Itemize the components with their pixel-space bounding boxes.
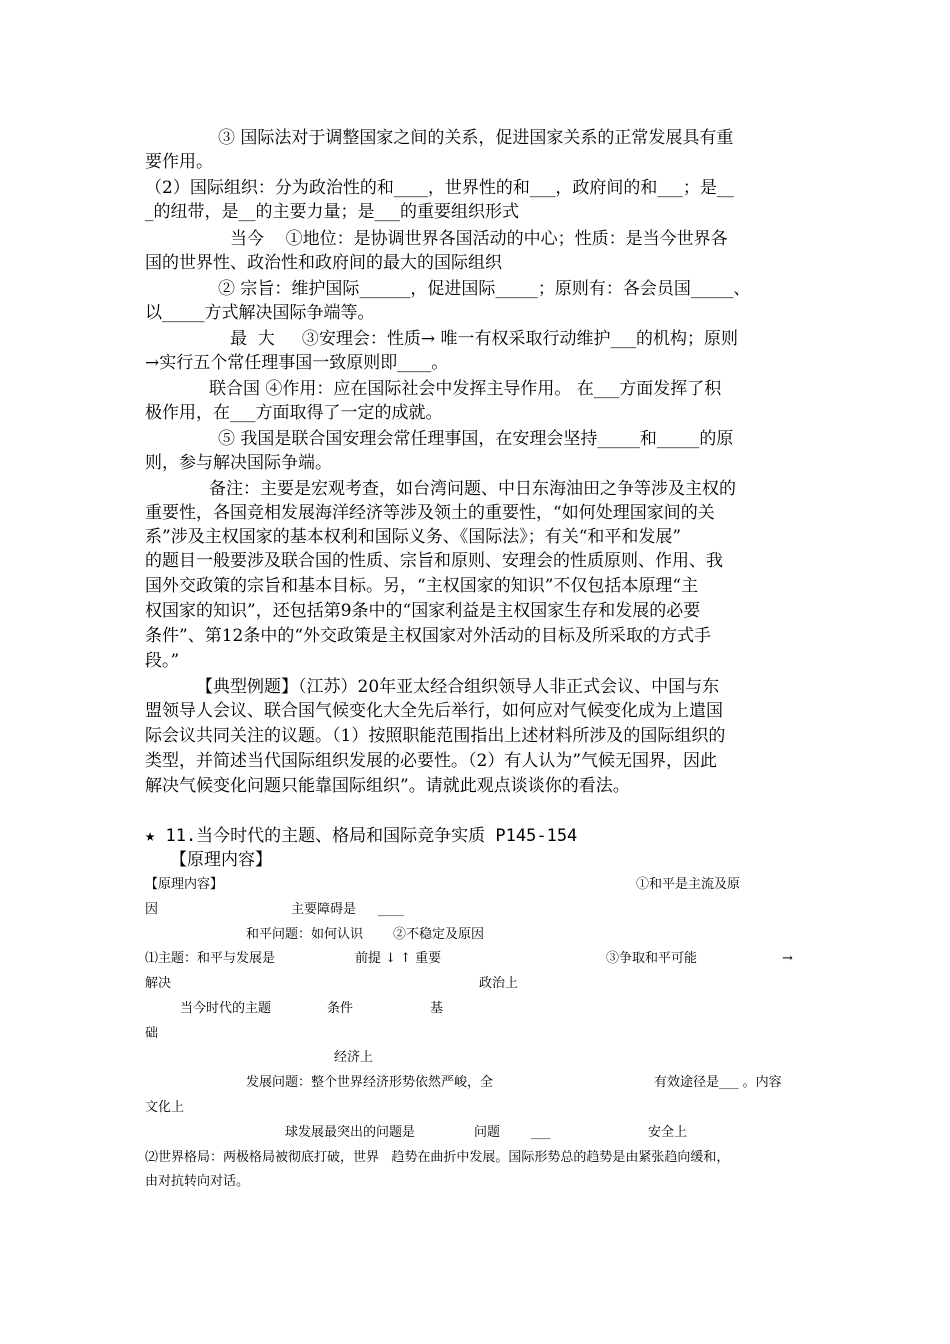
diagram-text: ____ [378, 902, 404, 917]
diagram-text: 由对抗转向对话。 [145, 1174, 250, 1189]
diagram-text: 安全上 [648, 1125, 688, 1140]
text-line: 联合国 ④作用：应在国际社会中发挥主导作用。 在___方面发挥了积 [209, 379, 722, 399]
text-line: 备注：主要是宏观考查，如台湾问题、中日东海油田之争等涉及主权的 [209, 479, 736, 499]
text-line: 当今 ①地位：是协调世界各国活动的中心；性质：是当今世界各 [230, 229, 728, 249]
text-line: 最 大 ③安理会：性质→ 唯一有权采取行动维护___的机构；原则 [230, 329, 738, 349]
diagram-text: 问题 [474, 1125, 501, 1140]
text-line: 极作用，在___方面取得了一定的成就。 [145, 403, 443, 423]
text-line: 类型，并简述当代国际组织发展的必要性。（2）有人认为”气候无国界，因此 [145, 751, 718, 771]
text-line: 的题目一般要涉及联合国的性质、宗旨和原则、安理会的性质原则、作用、我 [145, 551, 723, 571]
diagram-text: 当今时代的主题 [180, 1001, 272, 1016]
text-line: 【典型例题】（江苏）20年亚太经合组织领导人非正式会议、中国与东 [196, 677, 720, 697]
diagram-text: 解决 [145, 976, 172, 991]
text-line: （2）国际组织：分为政治性的和____，世界性的和___，政府间的和___；是__ [145, 178, 734, 198]
diagram-text: → [782, 951, 793, 966]
text-line: ⑤ 我国是联合国安理会常任理事国，在安理会坚持_____和_____的原 [218, 429, 734, 449]
text-line: 权国家的知识”，还包括第9条中的“国家利益是主权国家生存和发展的必要 [145, 601, 701, 621]
diagram-text: 前提 ↓ ↑ 重要 [355, 951, 442, 966]
text-line: →实行五个常任理事国一致原则即____。 [145, 353, 449, 373]
text-line: 国外交政策的宗旨和基本目标。另，“主权国家的知识”不仅包括本原理“主 [145, 576, 699, 596]
text-line: 系”涉及主权国家的基本权利和国际义务、《国际法》；有关“和平和发展” [145, 527, 682, 547]
text-line: ② 宗旨：维护国际______，促进国际_____；原则有：各会员国_____、 [218, 279, 751, 299]
diagram-text: ⑴主题：和平与发展是 [145, 951, 276, 966]
diagram-text: 条件 [327, 1001, 354, 1016]
text-line: 重要性，各国竞相发展海洋经济等涉及领土的重要性，“如何处理国家间的关 [145, 503, 715, 523]
text-line: 段。” [145, 651, 180, 671]
diagram-text: 政治上 [479, 976, 519, 991]
diagram-text: 和平问题：如何认识 [246, 927, 364, 942]
text-line: 解决气候变化问题只能靠国际组织”。请就此观点谈谈你的看法。 [145, 776, 630, 796]
text-line: 则，参与解决国际争端。 [145, 453, 332, 473]
diagram-text: ①和平是主流及原 [636, 877, 741, 892]
section-subheading: 【原理内容】 [170, 850, 272, 870]
text-line: 要作用。 [145, 152, 213, 172]
diagram-text: 因 [145, 902, 159, 917]
text-line: _的纽带，是__的主要力量；是___的重要组织形式 [145, 202, 519, 222]
diagram-text: 经济上 [334, 1050, 374, 1065]
text-line: 以_____方式解决国际争端等。 [145, 303, 375, 323]
diagram-text: 文化上 [145, 1100, 185, 1115]
diagram-text: 基 [430, 1001, 444, 1016]
section-heading: ★ 11.当今时代的主题、格局和国际竞争实质 P145-154 [145, 826, 578, 846]
diagram-text: 础 [145, 1026, 159, 1041]
text-line: 条件”、第12条中的“外交政策是主权国家对外活动的目标及所采取的方式手 [145, 626, 712, 646]
diagram-text: ③争取和平可能 [606, 951, 698, 966]
diagram-text: 球发展最突出的问题是 [285, 1125, 416, 1140]
text-line: ③ 国际法对于调整国家之间的关系，促进国家关系的正常发展具有重 [218, 128, 734, 148]
text-line: 盟领导人会议、联合国气候变化大全先后举行，如何应对气候变化成为上遣国 [145, 701, 723, 721]
diagram-text: 【原理内容】 [145, 877, 224, 892]
diagram-text: ②不稳定及原因 [393, 927, 485, 942]
text-line: 国的世界性、政治性和政府间的最大的国际组织 [145, 253, 502, 273]
diagram-text: 主要障碍是 [291, 902, 357, 917]
text-line: 际会议共同关注的议题。（1）按照职能范围指出上述材料所涉及的国际组织的 [145, 726, 726, 746]
diagram-text: 发展问题：整个世界经济形势依然严峻，全 [246, 1075, 494, 1090]
diagram-text: ⑵世界格局：两极格局被彻底打破，世界 趋势在曲折中发展。国际形势总的趋势是由紧张趋向缓和， [145, 1150, 730, 1165]
diagram-text: ___ [531, 1125, 551, 1140]
diagram-text: 有效途径是___ 。内容 [654, 1075, 782, 1090]
